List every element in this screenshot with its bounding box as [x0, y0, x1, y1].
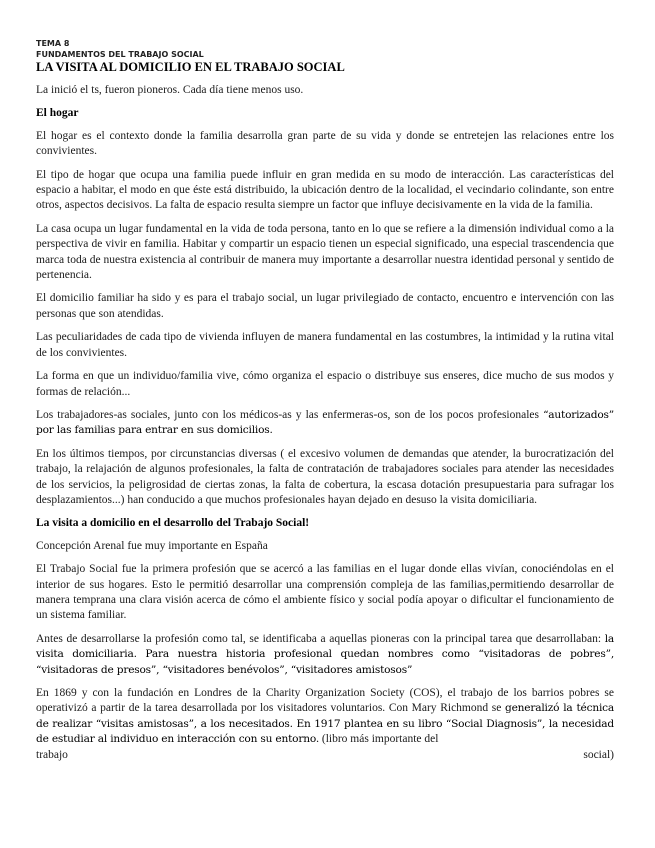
paragraph-11-text: Antes de desarrollarse la profesión como tal, se identificaba a aquellas pioneras con la principal tarea que desarrollaban: — [36, 632, 602, 645]
paragraph-10: El Trabajo Social fue la primera profesión que se acercó a las familias en el lugar donde ellas vivían, conociéndolas en el interior de sus hogares. Esto le permitió desarrollar una comprensión compleja de las familias,permitiendo desarrollar de manera temprana una clara visión acerca de cómo el ambiente físico y social podía apoyar o dificultar el funcionamiento de un sistema familiar. — [36, 563, 614, 622]
paragraph-1: El hogar es el contexto donde la familia desarrolla gran parte de su vida y donde se entretejen las relaciones entre los convivientes. — [36, 129, 614, 158]
paragraph-7 — [36, 408, 614, 439]
page-title: LA VISITA AL DOMICILIO EN EL TRABAJO SOCIAL — [36, 60, 345, 74]
paragraph-3: La casa ocupa un lugar fundamental en la vida de toda persona, tanto en lo que se refiere a la dimensión individual como a la perspectiva de vivir en familia. Habitar y compartir un espacio tienen un especial significado, una especial trascendencia que marca toda de nuestra existencia al contribuir de manera muy importante a desarrollar nuestra identidad personal y sentido de pertenencia. — [36, 222, 614, 282]
paragraph-2: El tipo de hogar que ocupa una familia puede influir en gran medida en su modo de interacción. Las características del espacio a habitar, el modo en que éste está distribuido, la ubicación dentro de la localidad, el vecindario colindante, son entre otros, aspectos decisivos. La falta de espacio resulta siempre un factor que influye decisivamente en la vida de la familia. — [36, 168, 614, 212]
paragraph-12-end-left: trabajo — [36, 748, 68, 761]
paragraph-5: Las peculiaridades de cada tipo de vivienda influyen de manera fundamental en las costumbres, la intimidad y la rutina vital de los convivientes. — [36, 331, 614, 359]
paragraph-12-note: (libro más importante del — [321, 733, 439, 746]
paragraph-12 — [36, 686, 614, 763]
paragraph-4: El domicilio familiar ha sido y es para el trabajo social, un lugar privilegiado de contacto, encuentro e intervención con las personas que son atendidas. — [36, 292, 614, 320]
intro-paragraph: La inició el ts, fueron pioneros. Cada día tiene menos uso. — [36, 84, 304, 96]
paragraph-11-annotation: la visita domiciliaria. Para nuestra historia profesional quedan nombres como “visitadoras de pobres”, “visitadoras de presos”, “visitadores benévolos”, “visitadores amistosos” — [36, 632, 614, 676]
course-name: FUNDAMENTOS DEL TRABAJO SOCIAL — [36, 50, 204, 59]
paragraph-12-text: En 1869 y con la fundación en Londres de la Charity Organization Society (COS), el trabajo de los barrios pobres se operativizó a partir de la tarea desarrollada por los visitadores voluntarios. Con Mary Richmond se — [36, 687, 614, 715]
topic-number: TEMA 8 — [36, 39, 70, 48]
paragraph-12-last-line — [36, 748, 614, 763]
paragraph-7-annotation: “autorizados” por las familias para entrar en sus domicilios. — [36, 408, 615, 437]
section-heading-visita: La visita a domicilio en el desarrollo del Trabajo Social! — [36, 517, 310, 530]
paragraph-9: Concepción Arenal fue muy importante en España — [36, 539, 268, 552]
paragraph-12-end-right: social) — [583, 748, 614, 761]
paragraph-8: En los últimos tiempos, por circunstancias diversas ( el excesivo volumen de demandas que atender, la burocratización del trabajo, la relajación de algunos profesionales, la falta de contratación de trabajadores sociales para atender las necesidades de los servicios, la peligrosidad de ciertas zonas, la falta de cobertura, la escasa dotación presupuestaria para sufragar los desplazamientos...) han conducido a que muchos profesionales hayan dejado en desuso la visita domiciliaria. — [36, 447, 614, 506]
paragraph-12-annotation: generalizó la técnica de realizar “visitas amistosas”, a los necesitados. En 1917 plantea en su libro “Social Diagnosis”, la necesidad de estudiar al individuo en interacción con su entorno. — [36, 702, 615, 746]
paragraph-11 — [36, 632, 614, 678]
paragraph-7-text: Los trabajadores-as sociales, junto con los médicos-as y las enfermeras-os, son de los pocos profesionales — [36, 408, 540, 421]
paragraph-6: La forma en que un individuo/familia vive, cómo organiza el espacio o distribuye sus enseres, dice mucho de sus modos y formas de relación... — [36, 370, 614, 398]
section-heading-hogar: El hogar — [36, 107, 79, 120]
